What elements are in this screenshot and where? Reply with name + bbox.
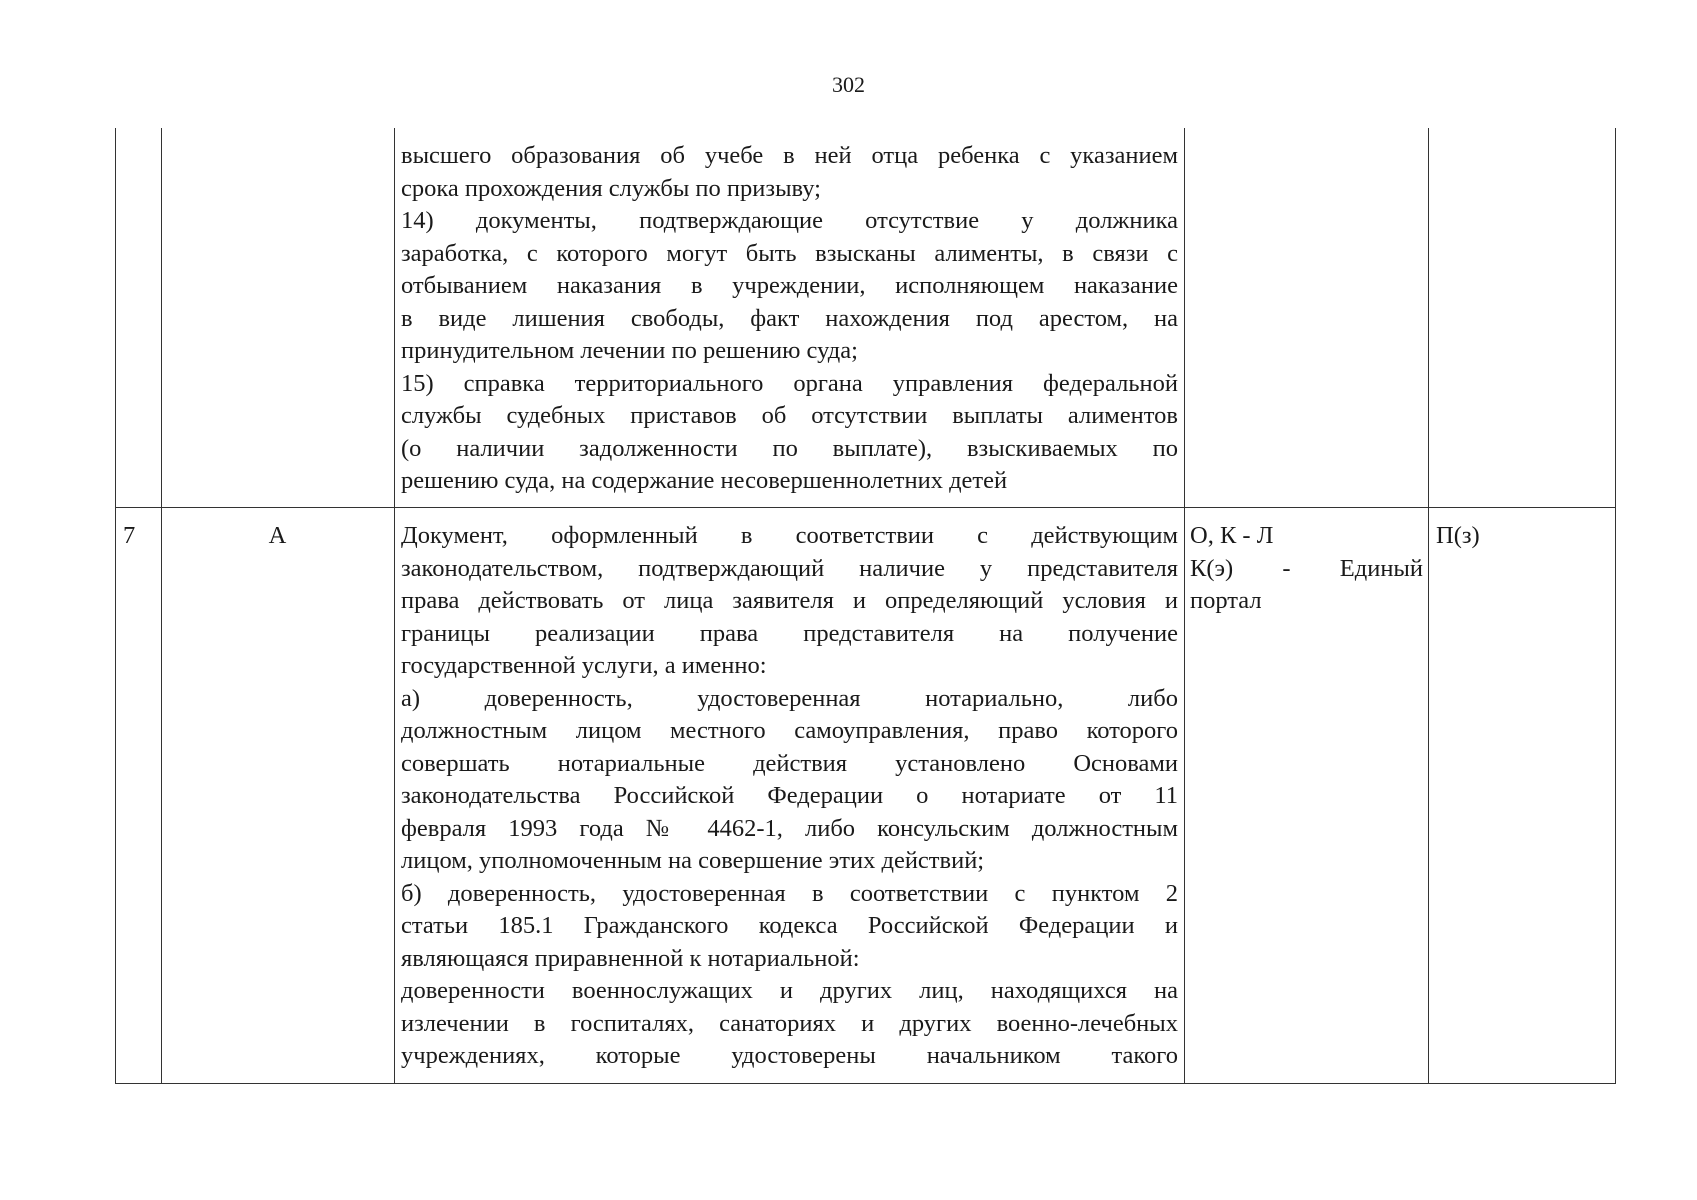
description-line: а) доверенность, удостоверенная нотариально, либо — [401, 684, 1178, 712]
table-divider-3 — [1184, 128, 1185, 1084]
table-border-right — [1615, 128, 1616, 1084]
description-line: февраля 1993 года № 4462-1, либо консульским должностным — [401, 814, 1178, 842]
method-line: О, К - Л — [1190, 522, 1274, 549]
method-line: портал — [1190, 587, 1262, 614]
category-cell: А — [268, 522, 287, 549]
description-line: границы реализации права представителя на получение — [401, 619, 1178, 647]
description-line: б) доверенность, удостоверенная в соответствии с пунктом 2 — [401, 879, 1178, 907]
table-divider-4 — [1428, 128, 1429, 1084]
description-line: являющаяся приравненной к нотариальной: — [401, 944, 860, 972]
description-line: срока прохождения службы по призыву; — [401, 174, 821, 202]
page-number: 302 — [832, 72, 865, 97]
row-separator — [115, 507, 1615, 508]
description-line: в виде лишения свободы, факт нахождения под арестом, на — [401, 304, 1178, 332]
description-line: Документ, оформленный в соответствии с действующим — [401, 522, 1178, 549]
description-line: службы судебных приставов об отсутствии выплаты алиментов — [401, 402, 1178, 429]
description-line: лицом, уполномоченным на совершение этих действий; — [401, 847, 985, 874]
description-line: излечении в госпиталях, санаториях и других военно-лечебных — [401, 1009, 1178, 1037]
submission-method-cell — [1190, 520, 1423, 618]
description-line: решению суда, на содержание несовершеннолетних детей — [401, 467, 1008, 494]
table-border-left — [115, 128, 116, 1084]
table-border-bottom — [115, 1083, 1615, 1084]
table-divider-1 — [161, 128, 162, 1084]
description-line: 15) справка территориального органа управления федеральной — [401, 369, 1178, 397]
description-line: высшего образования об учебе в ней отца ребенка с указанием — [401, 142, 1178, 169]
description-line: 14) документы, подтверждающие отсутствие у должника — [401, 207, 1178, 234]
description-line: статьи 185.1 Гражданского кодекса Российской Федерации и — [401, 912, 1178, 939]
description-line: законодательства Российской Федерации о нотариате от 11 — [401, 782, 1178, 809]
description-line: права действовать от лица заявителя и определяющий условия и — [401, 587, 1178, 614]
document-type-cell: П(з) — [1436, 522, 1480, 549]
description-line: доверенности военнослужащих и других лиц, находящихся на — [401, 977, 1178, 1004]
description-line: принудительном лечении по решению суда; — [401, 337, 858, 364]
description-line: законодательством, подтверждающий наличие у представителя — [401, 554, 1178, 582]
description-line: (о наличии задолженности по выплате), взыскиваемых по — [401, 434, 1178, 462]
description-line: учреждениях, которые удостоверены начальником такого — [401, 1042, 1178, 1069]
row-7-description-cell — [401, 520, 1178, 1073]
description-line: государственной услуги, а именно: — [401, 652, 767, 679]
description-line: должностным лицом местного самоуправления, право которого — [401, 717, 1178, 744]
row-number-cell: 7 — [123, 522, 136, 549]
description-line: совершать нотариальные действия установлено Основами — [401, 749, 1178, 777]
description-line: отбыванием наказания в учреждении, исполняющем наказание — [401, 272, 1178, 299]
method-line: К(э) - Единый — [1190, 554, 1423, 582]
table-divider-2 — [394, 128, 395, 1084]
continued-description-cell — [401, 140, 1178, 498]
description-line: заработка, с которого могут быть взысканы алименты, в связи с — [401, 239, 1178, 267]
